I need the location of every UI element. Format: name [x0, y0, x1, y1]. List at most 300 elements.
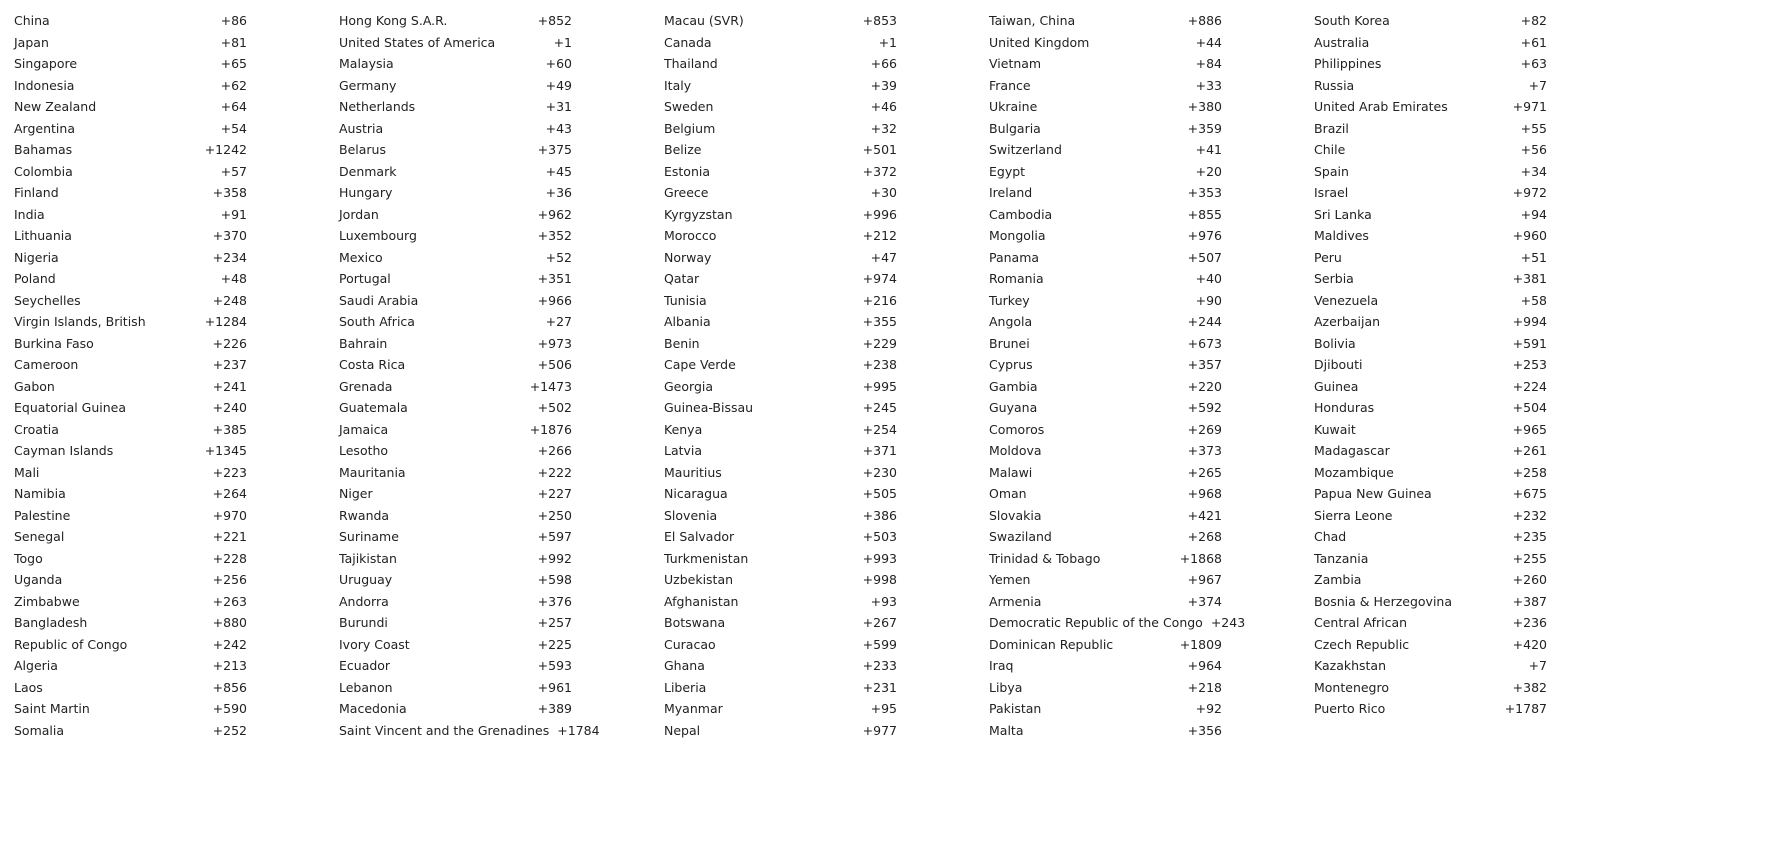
- country-option[interactable]: [650, 225, 975, 247]
- country-option[interactable]: [1300, 677, 1625, 699]
- country-option[interactable]: [325, 53, 650, 75]
- country-option[interactable]: [1300, 569, 1625, 591]
- country-name: Jordan: [339, 206, 379, 222]
- country-option[interactable]: [650, 268, 975, 290]
- dial-code: +385: [212, 421, 247, 437]
- dial-code: +46: [870, 99, 897, 114]
- country-option[interactable]: [650, 526, 975, 548]
- dial-code: +591: [1512, 335, 1547, 351]
- country-option[interactable]: [325, 505, 650, 527]
- country-option[interactable]: [650, 311, 975, 333]
- country-option[interactable]: [325, 548, 650, 570]
- country-option[interactable]: [325, 290, 650, 312]
- country-option[interactable]: [325, 720, 650, 742]
- country-option[interactable]: [975, 290, 1300, 312]
- country-option[interactable]: [975, 311, 1300, 333]
- dial-code: +372: [862, 163, 897, 179]
- dial-code: +506: [537, 357, 572, 372]
- country-option[interactable]: [325, 440, 650, 462]
- country-option[interactable]: [325, 483, 650, 505]
- dial-code: +501: [862, 142, 897, 157]
- country-name: Brazil: [1314, 120, 1349, 136]
- country-name: Norway: [664, 249, 712, 265]
- country-name: Botswana: [664, 615, 726, 630]
- country-name: Azerbaijan: [1314, 314, 1381, 329]
- country-option[interactable]: [650, 677, 975, 699]
- country-option[interactable]: [975, 247, 1300, 269]
- country-option[interactable]: [0, 354, 325, 376]
- dial-code: +213: [212, 658, 247, 673]
- country-option[interactable]: [1300, 591, 1625, 613]
- country-option[interactable]: [650, 591, 975, 613]
- country-option[interactable]: [0, 139, 325, 161]
- country-option[interactable]: [975, 677, 1300, 699]
- country-option[interactable]: [650, 698, 975, 720]
- country-name: Puerto Rico: [1314, 701, 1386, 716]
- country-name: Venezuela: [1314, 292, 1379, 308]
- dial-code: +968: [1187, 486, 1222, 501]
- country-name: Sri Lanka: [1314, 206, 1372, 222]
- country-option[interactable]: [975, 268, 1300, 290]
- dial-code: +966: [537, 292, 572, 308]
- dial-code: +252: [212, 722, 247, 738]
- country-name: Malawi: [989, 464, 1033, 480]
- country-option[interactable]: [975, 591, 1300, 613]
- dial-code: +971: [1512, 99, 1547, 114]
- dial-code: +599: [862, 636, 897, 652]
- country-option[interactable]: [0, 204, 325, 226]
- dial-code: +236: [1512, 615, 1547, 630]
- country-option[interactable]: [1300, 483, 1625, 505]
- country-option[interactable]: [1300, 32, 1625, 54]
- country-option[interactable]: [325, 139, 650, 161]
- country-option[interactable]: [1300, 204, 1625, 226]
- country-name: Zimbabwe: [14, 593, 80, 609]
- country-option[interactable]: [975, 462, 1300, 484]
- country-option[interactable]: [975, 354, 1300, 376]
- country-option[interactable]: [1300, 290, 1625, 312]
- country-option[interactable]: [1300, 268, 1625, 290]
- dial-code: +421: [1187, 507, 1222, 523]
- country-option[interactable]: [1300, 311, 1625, 333]
- country-name: Austria: [339, 120, 384, 136]
- country-name: South Korea: [1314, 13, 1390, 28]
- country-name: Tunisia: [664, 292, 707, 308]
- country-option[interactable]: [650, 569, 975, 591]
- country-option[interactable]: [0, 311, 325, 333]
- country-option[interactable]: [650, 118, 975, 140]
- country-option[interactable]: [0, 462, 325, 484]
- country-option[interactable]: [975, 569, 1300, 591]
- country-option[interactable]: [0, 397, 325, 419]
- country-option[interactable]: [1300, 505, 1625, 527]
- country-option[interactable]: [0, 677, 325, 699]
- country-option[interactable]: [0, 440, 325, 462]
- country-option[interactable]: [650, 505, 975, 527]
- country-option[interactable]: [325, 655, 650, 677]
- country-option[interactable]: [1300, 698, 1625, 720]
- country-option[interactable]: [0, 548, 325, 570]
- dial-code: +257: [537, 615, 572, 630]
- country-name: Bahamas: [14, 142, 73, 157]
- country-name: Colombia: [14, 163, 73, 179]
- country-name: Myanmar: [664, 701, 723, 716]
- country-option[interactable]: [975, 53, 1300, 75]
- country-name: Mali: [14, 464, 40, 480]
- country-option[interactable]: [650, 548, 975, 570]
- country-option[interactable]: [975, 698, 1300, 720]
- dial-code: +886: [1187, 13, 1222, 28]
- country-option[interactable]: [325, 311, 650, 333]
- country-option[interactable]: [975, 96, 1300, 118]
- dial-code: +382: [1512, 679, 1547, 695]
- country-option[interactable]: [650, 720, 975, 742]
- country-option[interactable]: [650, 419, 975, 441]
- country-option[interactable]: [325, 96, 650, 118]
- dial-code: +220: [1187, 378, 1222, 394]
- country-name: Lebanon: [339, 679, 393, 695]
- country-option[interactable]: [0, 720, 325, 742]
- dial-code: +228: [212, 550, 247, 566]
- country-name: Tajikistan: [339, 550, 397, 566]
- country-option[interactable]: [1300, 526, 1625, 548]
- country-option[interactable]: [975, 204, 1300, 226]
- country-option[interactable]: [975, 32, 1300, 54]
- country-name: Czech Republic: [1314, 636, 1410, 652]
- country-option[interactable]: [0, 591, 325, 613]
- country-name: Chad: [1314, 529, 1347, 544]
- country-name: China: [14, 13, 50, 28]
- country-option[interactable]: [325, 612, 650, 634]
- country-option[interactable]: [0, 53, 325, 75]
- country-name: Saint Vincent and the Grenadines: [339, 722, 550, 738]
- country-option[interactable]: [0, 526, 325, 548]
- country-option[interactable]: [975, 376, 1300, 398]
- country-name: Comoros: [989, 421, 1045, 437]
- country-option[interactable]: [650, 204, 975, 226]
- dial-code: +973: [537, 335, 572, 351]
- country-option[interactable]: [975, 612, 1300, 634]
- dial-code: +961: [537, 679, 572, 695]
- country-name: Guyana: [989, 400, 1038, 415]
- country-name: Uzbekistan: [664, 572, 734, 587]
- country-name: Portugal: [339, 271, 391, 286]
- country-option[interactable]: [650, 182, 975, 204]
- country-name: Brunei: [989, 335, 1030, 351]
- country-option[interactable]: [325, 161, 650, 183]
- dial-code: +504: [1512, 400, 1547, 415]
- country-option[interactable]: [0, 161, 325, 183]
- country-name: Moldova: [989, 443, 1042, 458]
- country-option[interactable]: [0, 655, 325, 677]
- country-name: Italy: [664, 77, 692, 93]
- country-option[interactable]: [325, 182, 650, 204]
- country-name: Estonia: [664, 163, 711, 179]
- country-option[interactable]: [975, 720, 1300, 742]
- country-option[interactable]: [975, 182, 1300, 204]
- country-option[interactable]: [975, 75, 1300, 97]
- country-name: Thailand: [664, 56, 718, 71]
- dial-code: +84: [1195, 56, 1222, 71]
- country-option[interactable]: [0, 483, 325, 505]
- dial-code: +222: [537, 464, 572, 480]
- country-option[interactable]: [650, 290, 975, 312]
- country-name: Guatemala: [339, 400, 408, 415]
- country-name: Russia: [1314, 77, 1355, 93]
- dial-code: +389: [537, 701, 572, 716]
- country-option[interactable]: [0, 32, 325, 54]
- country-option[interactable]: [1300, 354, 1625, 376]
- country-option[interactable]: [1300, 612, 1625, 634]
- country-name: Turkey: [989, 292, 1030, 308]
- country-option[interactable]: [1300, 10, 1625, 32]
- dial-code: +63: [1520, 56, 1547, 71]
- country-option[interactable]: [975, 634, 1300, 656]
- country-name: Swaziland: [989, 529, 1052, 544]
- dial-code: +82: [1520, 13, 1547, 28]
- country-name: Kuwait: [1314, 421, 1356, 437]
- dial-code: +52: [545, 249, 572, 265]
- country-option[interactable]: [650, 462, 975, 484]
- country-option[interactable]: [0, 290, 325, 312]
- country-option[interactable]: [975, 548, 1300, 570]
- country-option[interactable]: [650, 440, 975, 462]
- country-option[interactable]: [650, 10, 975, 32]
- country-option[interactable]: [975, 118, 1300, 140]
- country-option[interactable]: [0, 182, 325, 204]
- dial-code: +1868: [1179, 550, 1222, 566]
- country-name: Jamaica: [339, 421, 389, 437]
- dial-code: +375: [537, 142, 572, 157]
- country-option[interactable]: [975, 10, 1300, 32]
- dial-code: +992: [537, 550, 572, 566]
- country-option[interactable]: [0, 698, 325, 720]
- dial-code: +503: [862, 529, 897, 544]
- country-option[interactable]: [325, 247, 650, 269]
- country-option[interactable]: [975, 161, 1300, 183]
- country-option[interactable]: [325, 634, 650, 656]
- dial-code: +852: [537, 13, 572, 28]
- country-option[interactable]: [0, 10, 325, 32]
- country-option[interactable]: [975, 397, 1300, 419]
- country-option[interactable]: [325, 118, 650, 140]
- country-name: Philippines: [1314, 56, 1382, 71]
- country-name: Belize: [664, 142, 702, 157]
- country-name: Maldives: [1314, 228, 1369, 243]
- country-name: Liberia: [664, 679, 707, 695]
- country-option[interactable]: [0, 634, 325, 656]
- dial-code: +90: [1195, 292, 1222, 308]
- country-option[interactable]: [650, 53, 975, 75]
- country-option[interactable]: [0, 268, 325, 290]
- country-option[interactable]: [1300, 333, 1625, 355]
- country-name: Greece: [664, 185, 709, 200]
- dial-code: +370: [212, 228, 247, 243]
- country-option[interactable]: [650, 161, 975, 183]
- country-name: Madagascar: [1314, 443, 1390, 458]
- country-option[interactable]: [1300, 655, 1625, 677]
- country-option[interactable]: [650, 483, 975, 505]
- country-option[interactable]: [1300, 376, 1625, 398]
- country-name: Ivory Coast: [339, 636, 410, 652]
- country-option[interactable]: [1300, 419, 1625, 441]
- country-name: Angola: [989, 314, 1033, 329]
- country-option[interactable]: [975, 526, 1300, 548]
- country-option[interactable]: [650, 634, 975, 656]
- country-option[interactable]: [975, 655, 1300, 677]
- dial-code: +353: [1187, 185, 1222, 200]
- country-option[interactable]: [1300, 182, 1625, 204]
- country-option[interactable]: [325, 75, 650, 97]
- dial-code: +45: [545, 163, 572, 179]
- country-option[interactable]: [325, 354, 650, 376]
- country-option[interactable]: [650, 96, 975, 118]
- dial-code: +507: [1187, 249, 1222, 265]
- dial-code: +225: [537, 636, 572, 652]
- country-name: France: [989, 77, 1031, 93]
- country-option[interactable]: [1300, 225, 1625, 247]
- country-option[interactable]: [0, 247, 325, 269]
- country-name: Grenada: [339, 378, 393, 394]
- country-option[interactable]: [325, 419, 650, 441]
- country-option[interactable]: [650, 247, 975, 269]
- country-option[interactable]: [975, 505, 1300, 527]
- country-option[interactable]: [0, 96, 325, 118]
- country-name: Netherlands: [339, 99, 416, 114]
- country-option[interactable]: [1300, 247, 1625, 269]
- country-option[interactable]: [325, 677, 650, 699]
- country-option[interactable]: [325, 526, 650, 548]
- dial-code: +994: [1512, 314, 1547, 329]
- country-option[interactable]: [650, 655, 975, 677]
- country-name: Georgia: [664, 378, 714, 394]
- country-option[interactable]: [650, 397, 975, 419]
- dial-code: +502: [537, 400, 572, 415]
- country-option[interactable]: [650, 139, 975, 161]
- dial-code: +240: [212, 400, 247, 415]
- country-name: Cameroon: [14, 357, 79, 372]
- country-option[interactable]: [325, 10, 650, 32]
- country-option[interactable]: [975, 440, 1300, 462]
- country-option[interactable]: [1300, 75, 1625, 97]
- country-option[interactable]: [650, 75, 975, 97]
- country-name: Morocco: [664, 228, 717, 243]
- country-option[interactable]: [0, 225, 325, 247]
- country-name: Bulgaria: [989, 120, 1041, 136]
- dial-code: +597: [537, 529, 572, 544]
- dial-code: +44: [1195, 34, 1222, 50]
- country-name: Cape Verde: [664, 357, 736, 372]
- country-option[interactable]: [650, 354, 975, 376]
- country-option[interactable]: [1300, 96, 1625, 118]
- country-option[interactable]: [1300, 440, 1625, 462]
- country-name: Slovakia: [989, 507, 1042, 523]
- country-option[interactable]: [650, 612, 975, 634]
- dial-code: +1876: [529, 421, 572, 437]
- dial-code: +27: [545, 314, 572, 329]
- country-option[interactable]: [1300, 548, 1625, 570]
- country-option[interactable]: [0, 505, 325, 527]
- dial-code: +962: [537, 206, 572, 222]
- country-name: Vietnam: [989, 56, 1042, 71]
- country-option[interactable]: [1300, 118, 1625, 140]
- dial-code: +998: [862, 572, 897, 587]
- dial-code: +33: [1195, 77, 1222, 93]
- country-option[interactable]: [1300, 397, 1625, 419]
- country-name: Taiwan, China: [989, 13, 1076, 28]
- country-name: Japan: [14, 34, 49, 50]
- country-option[interactable]: [1300, 53, 1625, 75]
- dial-code: +1242: [204, 142, 247, 157]
- country-option[interactable]: [325, 462, 650, 484]
- dial-code: +381: [1512, 271, 1547, 286]
- country-option[interactable]: [650, 32, 975, 54]
- country-name: Serbia: [1314, 271, 1354, 286]
- country-option[interactable]: [975, 419, 1300, 441]
- country-option[interactable]: [0, 118, 325, 140]
- country-option[interactable]: [975, 333, 1300, 355]
- country-name: Sweden: [664, 99, 714, 114]
- country-option[interactable]: [975, 483, 1300, 505]
- country-name: Kyrgyzstan: [664, 206, 733, 222]
- country-name: Chile: [1314, 142, 1346, 157]
- country-name: Nigeria: [14, 249, 59, 265]
- country-name: Virgin Islands, British: [14, 314, 146, 329]
- country-option[interactable]: [325, 225, 650, 247]
- country-option[interactable]: [325, 376, 650, 398]
- country-option[interactable]: [0, 419, 325, 441]
- country-option[interactable]: [325, 204, 650, 226]
- country-name: Malta: [989, 722, 1024, 738]
- country-option[interactable]: [0, 569, 325, 591]
- country-name: Honduras: [1314, 400, 1375, 415]
- country-option[interactable]: [650, 376, 975, 398]
- country-option[interactable]: [1300, 161, 1625, 183]
- country-option[interactable]: [1300, 634, 1625, 656]
- country-name: Costa Rica: [339, 357, 406, 372]
- country-option[interactable]: [1300, 462, 1625, 484]
- country-option[interactable]: [325, 268, 650, 290]
- country-option[interactable]: [0, 75, 325, 97]
- dial-code: +1473: [529, 378, 572, 394]
- country-name: Cyprus: [989, 357, 1033, 372]
- country-option[interactable]: [975, 225, 1300, 247]
- dial-code: +996: [862, 206, 897, 222]
- country-name: Canada: [664, 34, 712, 50]
- country-option[interactable]: [0, 612, 325, 634]
- country-option[interactable]: [650, 333, 975, 355]
- dial-code: +212: [862, 228, 897, 243]
- dial-code: +54: [220, 120, 247, 136]
- country-name: Bolivia: [1314, 335, 1356, 351]
- dial-code: +81: [220, 34, 247, 50]
- country-option[interactable]: [325, 333, 650, 355]
- dial-code: +970: [212, 507, 247, 523]
- country-option[interactable]: [0, 376, 325, 398]
- country-option[interactable]: [325, 591, 650, 613]
- country-option[interactable]: [1300, 139, 1625, 161]
- country-name: Benin: [664, 335, 700, 351]
- country-option[interactable]: [325, 569, 650, 591]
- country-option[interactable]: [325, 698, 650, 720]
- country-option[interactable]: [325, 397, 650, 419]
- country-option[interactable]: [325, 32, 650, 54]
- country-option[interactable]: [975, 139, 1300, 161]
- dial-code: +39: [870, 77, 897, 93]
- country-option[interactable]: [0, 333, 325, 355]
- dial-code: +41: [1195, 142, 1222, 157]
- country-name: Cambodia: [989, 206, 1053, 222]
